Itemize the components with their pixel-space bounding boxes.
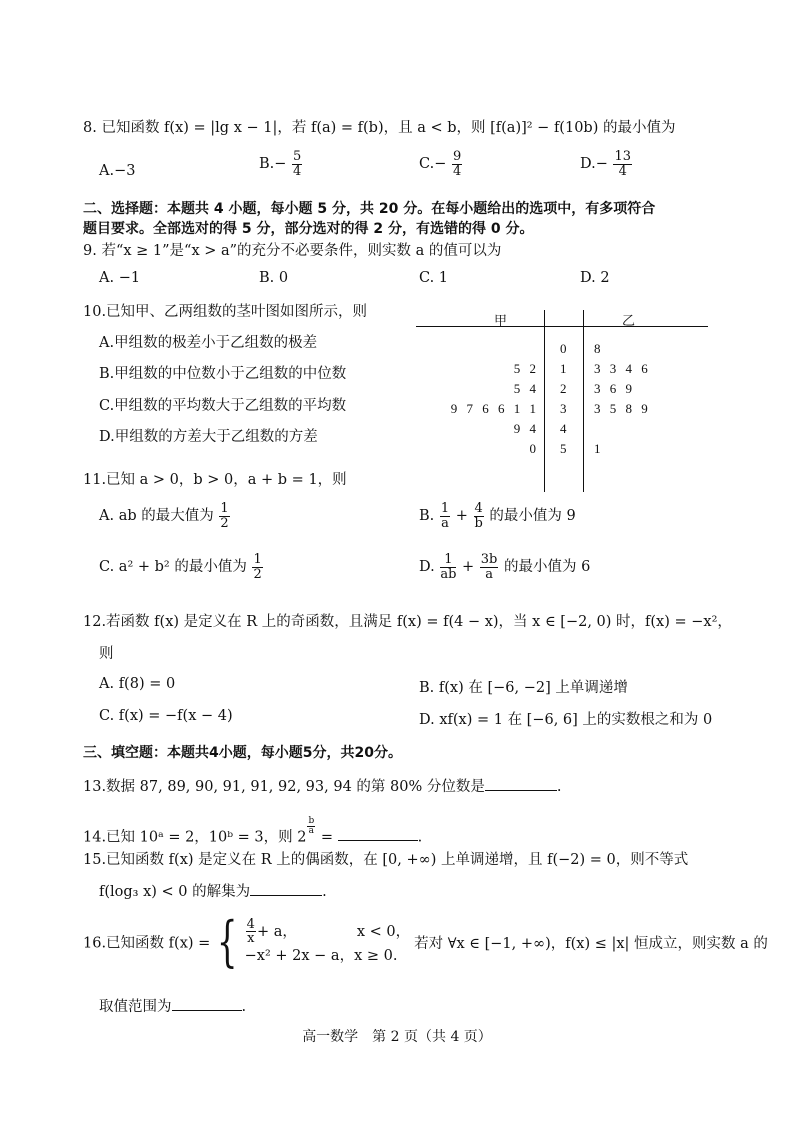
question-13: 13.数据 87, 89, 90, 91, 91, 92, 93, 94 的第 80% 分位数是 . (83, 779, 562, 795)
q12-option-d: D. xf(x) = 1 在 [−6, 6] 上的实数根之和为 0 (419, 712, 713, 728)
stemleaf-stem: 3 (560, 401, 567, 416)
q8-option-a: A.−3 (99, 163, 136, 179)
stemleaf-stem: 4 (560, 421, 567, 436)
stemleaf-right-title: 乙 (622, 313, 636, 328)
stemleaf-stem: 0 (560, 341, 567, 356)
q13-answer-blank[interactable] (485, 778, 557, 791)
q9-option-b: B. 0 (259, 270, 289, 286)
q11-option-d: D. $\frac{1}{ab}$ + $\frac{3b}{a}$ 的最小值为 6 (419, 552, 591, 582)
stemleaf-right-leaves: 3 6 9 (594, 381, 632, 396)
question-8-stem: 8. 已知函数 f(x) = |lg x − 1|，若 f(a) = f(b)，且 a < b，则 [f(a)]² − f(10b) 的最小值为 (83, 120, 676, 136)
stem-leaf-plot (416, 308, 710, 493)
q10-option-a: A.甲组数的极差小于乙组数的极差 (99, 335, 318, 351)
stemleaf-left-leaves: 5 4 (513, 381, 536, 396)
stemleaf-left-title: 甲 (494, 313, 508, 328)
q11-option-b: B. $\frac{1}{a}$ + $\frac{4}{b}$ 的最小值为 9 (419, 501, 576, 531)
q14-answer-blank[interactable] (338, 828, 418, 841)
question-11-stem: 11.已知 a > 0，b > 0，a + b = 1，则 (83, 472, 347, 488)
q12-option-b: B. f(x) 在 [−6, −2] 上单调递增 (419, 680, 628, 696)
question-12-stem: 12.若函数 f(x) 是定义在 R 上的奇函数，且满足 f(x) = f(4 − x)，当 x ∈ [−2, 0) 时，f(x) = −x²， (83, 614, 732, 630)
q9-option-c: C. 1 (419, 270, 449, 286)
question-14: 14.已知 10ᵃ = 2，10ᵇ = 3，则 2 $\frac{b}{a}$ = . (83, 816, 423, 846)
section-2-heading-line2: 题目要求。全部选对的得 5 分，部分选对的得 2 分，有选错的得 0 分。 (83, 221, 534, 237)
question-16: 16.已知函数 f(x) = { $\frac{4}{x}$ + a， x < 0， −x² + 2x − a，x ≥ 0. 若对 ∀x ∈ [−1, +∞)，f(x) ≤ |x| 恒成立，则实数 a 的 (83, 910, 768, 973)
q8-option-b: B.− $\frac{5}{4}$ (259, 149, 302, 179)
stemleaf-left-leaves: 9 4 (513, 421, 536, 436)
q10-option-c: C.甲组数的平均数大于乙组数的平均数 (99, 398, 347, 414)
stemleaf-left-leaves: 0 (529, 441, 536, 456)
stemleaf-left-leaves: 5 2 (513, 361, 536, 376)
q11-option-c: C. a² + b² 的最小值为 $\frac{1}{2}$ (99, 552, 262, 582)
question-12-stem-cont: 则 (99, 646, 114, 662)
stemleaf-stem: 1 (560, 361, 567, 376)
q12-option-a: A. f(8) = 0 (99, 676, 176, 692)
section-2-heading: 二、选择题：本题共 4 小题，每小题 5 分，共 20 分。在每小题给出的选项中，有多项符合 (83, 201, 656, 217)
q10-option-d: D.甲组数的方差大于乙组数的方差 (99, 429, 318, 445)
page-footer: 高一数学 第 2 页（共 4 页） (302, 1029, 492, 1045)
q16-answer-blank[interactable] (172, 998, 242, 1011)
q9-option-a: A. −1 (99, 270, 141, 286)
question-15-stem: 15.已知函数 f(x) 是定义在 R 上的偶函数，在 [0, +∞) 上单调递增，且 f(−2) = 0，则不等式 (83, 852, 689, 868)
stemleaf-stem: 2 (560, 381, 567, 396)
stemleaf-right-leaves: 8 (594, 341, 601, 356)
q12-option-c: C. f(x) = −f(x − 4) (99, 708, 233, 724)
stemleaf-right-leaves: 3 5 8 9 (594, 401, 648, 416)
stemleaf-stem: 5 (560, 441, 567, 456)
stemleaf-right-leaves: 3 3 4 6 (594, 361, 648, 376)
q8-option-d: D.− $\frac{13}{4}$ (580, 149, 632, 179)
stemleaf-left-leaves: 9 7 6 6 1 1 (450, 401, 536, 416)
q11-option-a: A. ab 的最大值为 $\frac{1}{2}$ (99, 501, 229, 531)
question-9-stem: 9. 若“x ≥ 1”是“x > a”的充分不必要条件，则实数 a 的值可以为 (83, 243, 502, 259)
section-3-heading: 三、填空题：本题共4小题，每小题5分，共20分。 (83, 745, 402, 761)
question-16-cont: 取值范围为 . (99, 999, 247, 1015)
stemleaf-right-leaves: 1 (594, 441, 601, 456)
q10-option-b: B.甲组数的中位数小于乙组数的中位数 (99, 366, 347, 382)
q9-option-d: D. 2 (580, 270, 610, 286)
q8-option-c: C.− $\frac{9}{4}$ (419, 149, 462, 179)
piecewise-brace: { (217, 910, 238, 973)
question-15-stem-cont: f(log₃ x) < 0 的解集为 . (99, 884, 327, 900)
question-10-stem: 10.已知甲、乙两组数的茎叶图如图所示，则 (83, 304, 368, 320)
q15-answer-blank[interactable] (250, 883, 322, 896)
